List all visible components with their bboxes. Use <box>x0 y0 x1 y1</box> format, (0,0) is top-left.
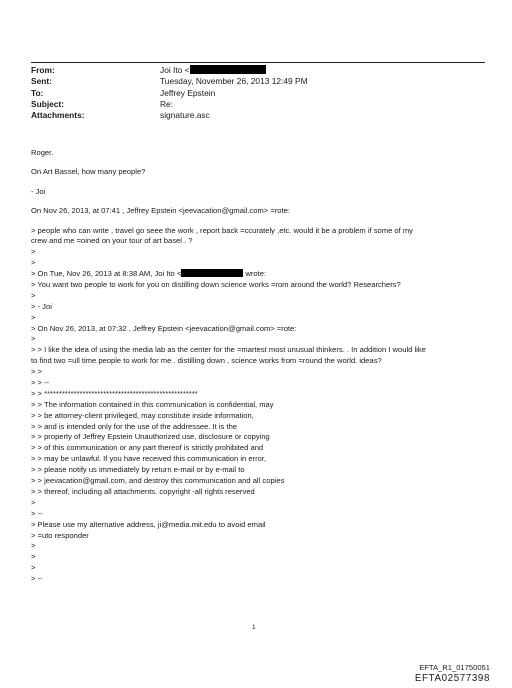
question-line: On Art Bassel, how many people? <box>31 167 146 177</box>
disclaimer-line: > > be attorney-client privileged, may constitute inside information, <box>31 410 254 420</box>
bates-number: EFTA02577398 <box>414 673 490 684</box>
disclaimer-line: > > please notify us immediately by return e-mail or by e-mail to <box>31 465 245 475</box>
from-label: From: <box>31 65 55 75</box>
from-row <box>31 65 491 76</box>
sent-label: Sent: <box>31 76 52 87</box>
disclaimer-line: > > and is intended only for the use of the addressee. It is the <box>31 421 238 431</box>
header-divider <box>31 62 485 63</box>
disclaimer-line: > > may be unlawful. If you have received this communication in error, <box>31 454 267 464</box>
quote-marker: > <box>31 563 36 573</box>
disclaimer-stars: > > **************************************************** <box>31 388 198 398</box>
from-name: Joi Ito < <box>160 65 190 75</box>
quote2-line: > You want two people to work for you on distilling down science works =rom around the world? Researchers? <box>31 280 401 290</box>
quote-marker: > -- <box>31 574 43 584</box>
quote1-line: crew and me =oined on your tour of art basel . ? <box>31 236 193 246</box>
to-row <box>31 88 491 99</box>
quote-marker: > > -- <box>31 378 50 388</box>
quote1-line: > people who can write , travel go seee the work , report back =ccurately ,etc. would it be a problem if some of my <box>31 225 413 235</box>
subject-label: Subject: <box>31 98 65 109</box>
quote-marker: > <box>31 312 36 322</box>
quote-marker: > <box>31 552 36 562</box>
disclaimer-line: > > jeevacation@gmail.com, and destroy this communication and all copies <box>31 476 285 486</box>
attachment-file: signature.asc <box>160 110 210 121</box>
email-header <box>31 65 491 121</box>
alt-address-line: > Please use my alternative address, ji@media.mit.edu to avoid email <box>31 519 266 529</box>
disclaimer-line: > > of this communication or any part thereof is strictly prohibited and <box>31 443 264 453</box>
disclaimer-line: > > The information contained in this communication is confidential, may <box>31 399 274 409</box>
page-number: 1 <box>252 624 256 631</box>
quote2-intro-start: > On Tue, Nov 26, 2013 at 8:38 AM, Joi Ito < <box>31 269 182 279</box>
subject-row <box>31 99 491 110</box>
quote-marker: > <box>31 247 36 257</box>
quote2-intro <box>31 269 483 280</box>
email-body <box>31 148 483 585</box>
attachments-label: Attachments: <box>31 110 85 121</box>
quote-marker: > <box>31 541 36 551</box>
signoff: - Joi <box>31 186 46 196</box>
quote-marker: > <box>31 497 36 507</box>
sent-value: Tuesday, November 26, 2013 12:49 PM <box>160 76 308 87</box>
quote2-intro-end: wrote: <box>243 269 267 279</box>
quote3-line: to find two =ull time people to work for me . distilling down , science works from =round the world. ideas? <box>31 356 382 366</box>
document-id: EFTA_R1_01750051 <box>419 663 490 672</box>
quote-marker: > -- <box>31 508 43 518</box>
quote3-intro: > On Nov 26, 2013, at 07:32 , Jeffrey Epstein <jeevacation@gmail.com> =rote: <box>31 323 297 333</box>
greeting: Roger. <box>31 148 54 157</box>
quote-marker: > <box>31 334 36 344</box>
redaction-bar <box>190 65 266 74</box>
disclaimer-line: > > property of Jeffrey Epstein Unauthorized use, disclosure or copying <box>31 432 270 442</box>
redaction-bar <box>181 269 243 277</box>
quote-marker: > <box>31 258 36 268</box>
disclaimer-line: > > thereof, including all attachments. copyright -all rights reserved <box>31 486 255 496</box>
quote-marker: > > <box>31 367 42 377</box>
to-label: To: <box>31 87 44 98</box>
sent-row <box>31 76 491 87</box>
quote-marker: > <box>31 290 36 300</box>
to-value: Jeffrey Epstein <box>160 87 216 98</box>
attachments-row <box>31 110 491 121</box>
quote3-line: > > I like the idea of using the media lab as the center for the =martest most unusual thinkers. . In addition I would like <box>31 345 426 355</box>
auto-responder-line: > =uto responder <box>31 530 89 540</box>
quote2-signoff: > - Joi <box>31 301 52 311</box>
subject-value: Re: <box>160 98 174 109</box>
from-value <box>160 65 491 76</box>
quote1-intro: On Nov 26, 2013, at 07:41 , Jeffrey Epstein <jeevacation@gmail.com> =rote: <box>31 206 290 216</box>
